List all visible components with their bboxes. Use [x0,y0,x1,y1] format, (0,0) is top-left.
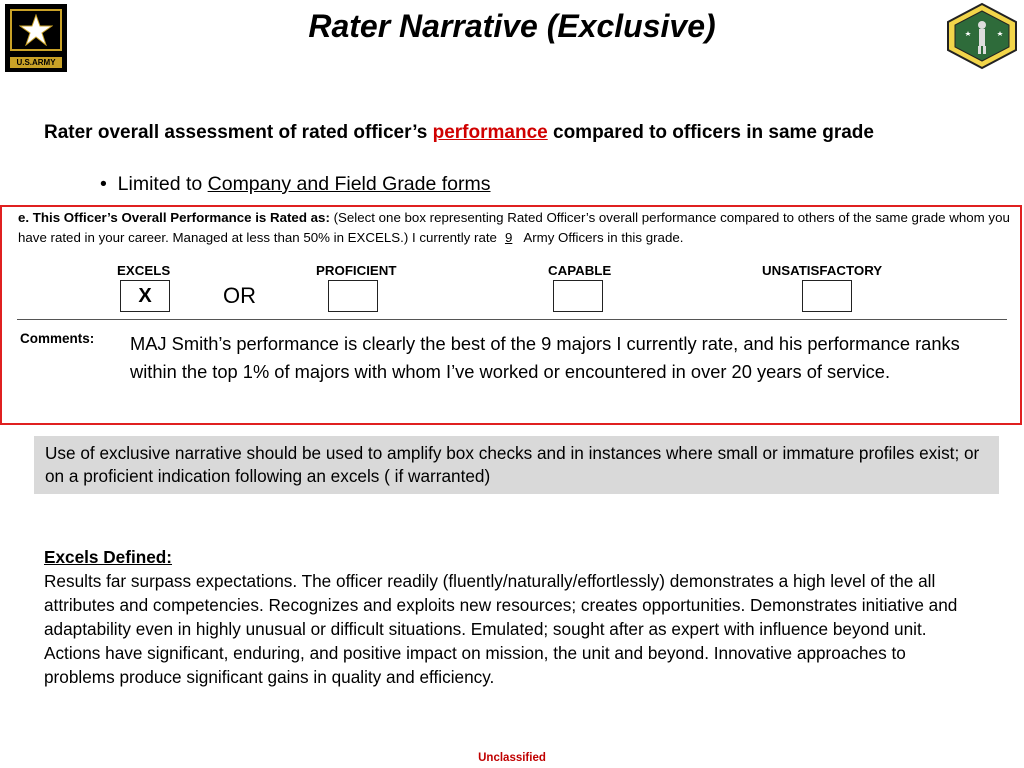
bullet-item [100,173,491,196]
heading-prefix: Rater overall assessment of rated officer’s [44,122,433,143]
comment-text: MAJ Smith’s performance is clearly the best of the 9 majors I currently rate, and his performance ranks within the top 1% of majors with whom I’ve worked or encountered in over 20 years of service. [130,333,960,382]
bullet-prefix: Limited to [117,173,208,195]
divider [17,319,1007,320]
army-wordmark: U.S.ARMY [10,57,62,68]
rate-suffix: Army Officers in this grade. [520,230,684,245]
excels-definition [44,545,974,689]
instruction-bold: e. This Officer’s Overall Performance is Rated as: [18,210,330,225]
bullet-marker: • [100,173,107,195]
heading-suffix: compared to officers in same grade [547,122,874,143]
instruction-text: (Select one box representing Rated Officer’s overall performance compared to others of the same grade whom you have rated in your career. Managed at less than 50% in EXCELS.) I currently rate [18,210,1010,245]
category-capable-label: CAPABLE [548,263,612,278]
assessment-heading [44,119,1004,146]
proficient-checkbox[interactable] [328,280,378,312]
excels-definition-title: Excels Defined: [44,547,172,567]
excels-definition-body: Results far surpass expectations. The officer readily (fluently/naturally/effortlessly) demonstrates a high level of the all attributes and competencies. Recognizes and exploits new resources; creates opportunities. Demonstrates initiative and adaptability even in highly unusual or difficult situations. Emulated; sought after as expert with influence beyond unit. Actions have significant, enduring, and positive impact on mission, the unit and beyond. Innovative approaches to problems produce significant gains in quality and efficiency. [44,571,958,687]
category-excels-label: EXCELS [117,263,171,278]
army-seal-icon [944,2,1020,70]
rate-count: 9 [504,230,513,245]
page-title: Rater Narrative (Exclusive) [308,8,716,44]
note-box: Use of exclusive narrative should be used to amplify box checks and in instances where small or immature profiles exist; or on a proficient indication following an excels ( if warranted) [34,436,999,494]
excels-checkbox[interactable]: X [120,280,170,312]
classification-label: Unclassified [478,752,546,764]
evaluation-instructions [18,208,1018,248]
comments-label: Comments: [20,331,95,346]
category-proficient-label: PROFICIENT [316,263,397,278]
or-label: OR [223,283,256,308]
category-unsatisfactory-label: UNSATISFACTORY [762,263,883,278]
capable-checkbox[interactable] [553,280,603,312]
unsatisfactory-checkbox[interactable] [802,280,852,312]
bullet-underlined: Company and Field Grade forms [207,173,491,195]
heading-highlight: performance [432,122,548,143]
